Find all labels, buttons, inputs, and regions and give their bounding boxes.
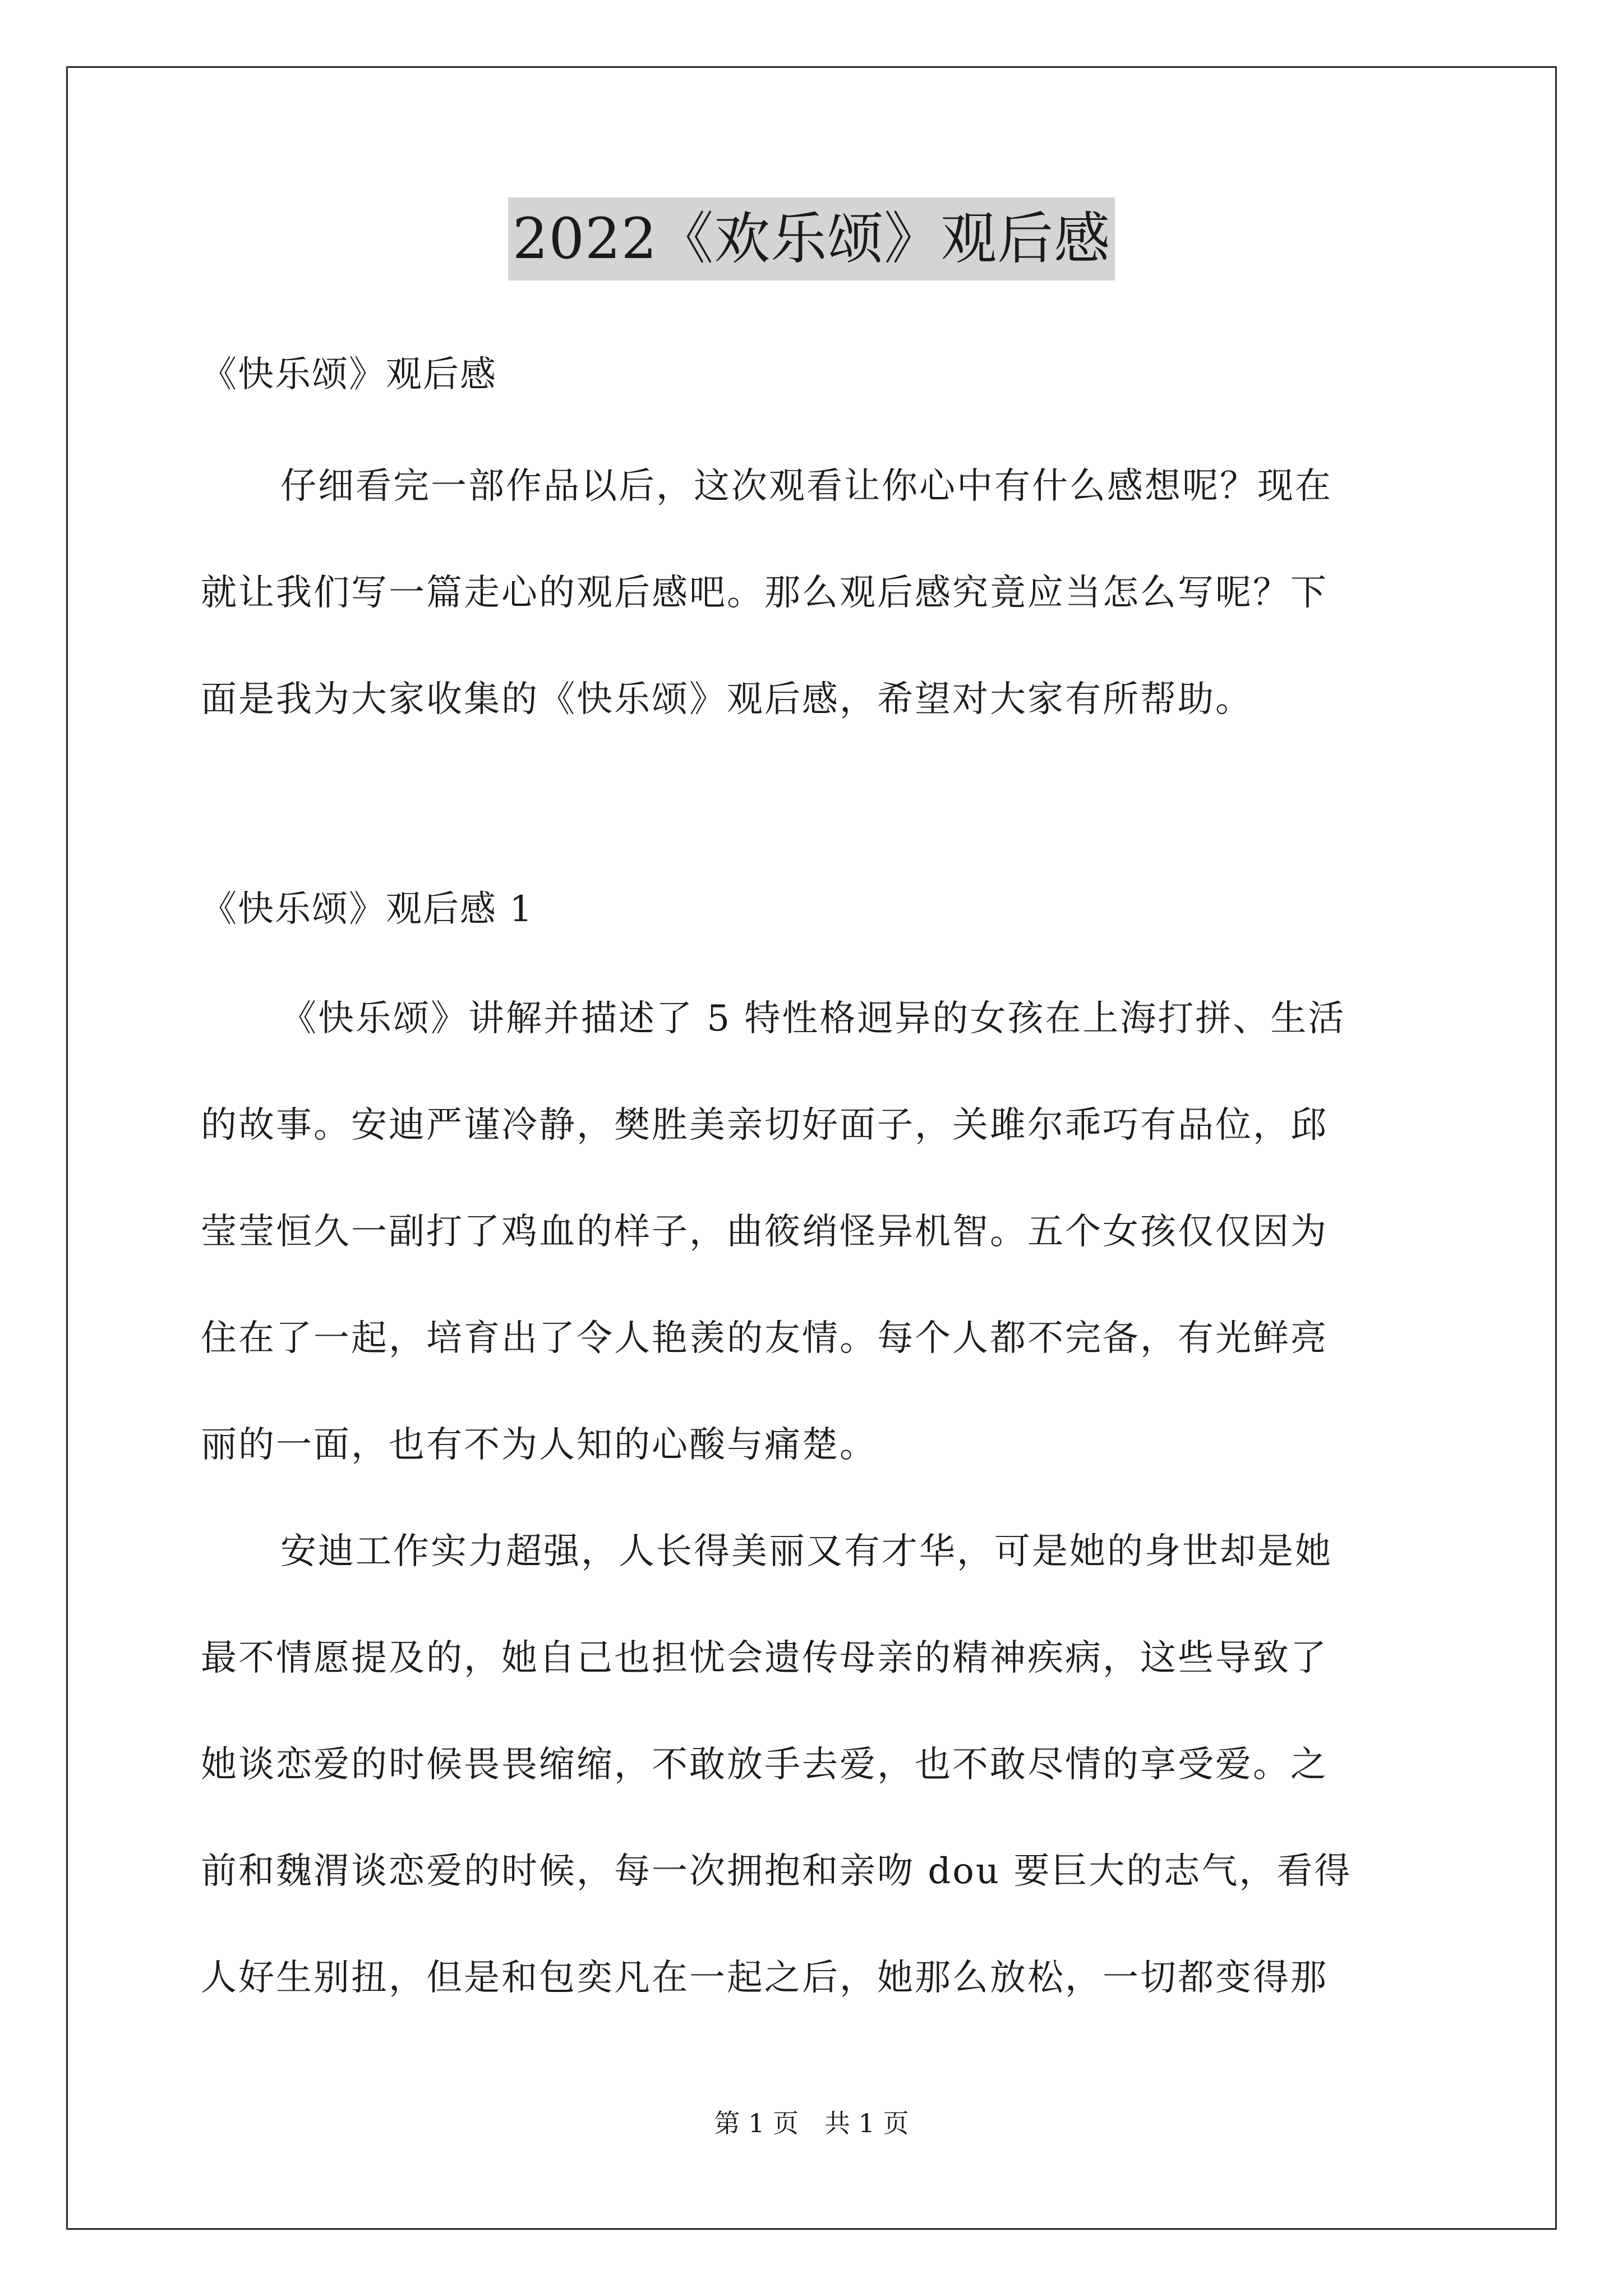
paragraph-line: 住在了一起，培育出了令人艳羡的友情。每个人都不完备，有光鲜亮	[201, 1318, 1328, 1359]
title-container	[0, 197, 1623, 280]
page-footer: 第 1 页 共 1 页	[714, 2108, 909, 2138]
section-heading: 《快乐颂》观后感 1	[201, 889, 534, 930]
paragraph-line: 丽的一面，也有不为人知的心酸与痛楚。	[201, 1424, 877, 1466]
paragraph-line: 她谈恋爱的时候畏畏缩缩，不敢放手去爱，也不敢尽情的享受爱。之	[201, 1744, 1328, 1786]
document-title: 2022《欢乐颂》观后感	[508, 197, 1115, 280]
intro-line: 就让我们写一篇走心的观后感吧。那么观后感究竟应当怎么写呢？下	[201, 572, 1328, 614]
paragraph-line: 莹莹恒久一副打了鸡血的样子，曲筱绡怪异机智。五个女孩仅仅因为	[201, 1211, 1328, 1253]
paragraph-line: 最不情愿提及的，她自己也担忧会遗传母亲的精神疾病，这些导致了	[201, 1637, 1328, 1679]
intro-line: 仔细看完一部作品以后，这次观看让你心中有什么感想呢？现在	[280, 466, 1332, 507]
intro-line: 面是我为大家收集的《快乐颂》观后感，希望对大家有所帮助。	[201, 679, 1253, 720]
paragraph-line: 人好生别扭，但是和包奕凡在一起之后，她那么放松，一切都变得那	[201, 1957, 1328, 1999]
paragraph-line: 《快乐颂》讲解并描述了 5 特性格迥异的女孩在上海打拼、生活	[280, 998, 1346, 1039]
paragraph-line: 的故事。安迪严谨冷静，樊胜美亲切好面子，关雎尔乖巧有品位，邱	[201, 1105, 1328, 1146]
paragraph-line: 前和魏渭谈恋爱的时候，每一次拥抱和亲吻 dou 要巨大的志气，看得	[201, 1851, 1352, 1892]
paragraph-line: 安迪工作实力超强，人长得美丽又有才华，可是她的身世却是她	[280, 1531, 1332, 1572]
document-subtitle: 《快乐颂》观后感	[201, 354, 497, 395]
